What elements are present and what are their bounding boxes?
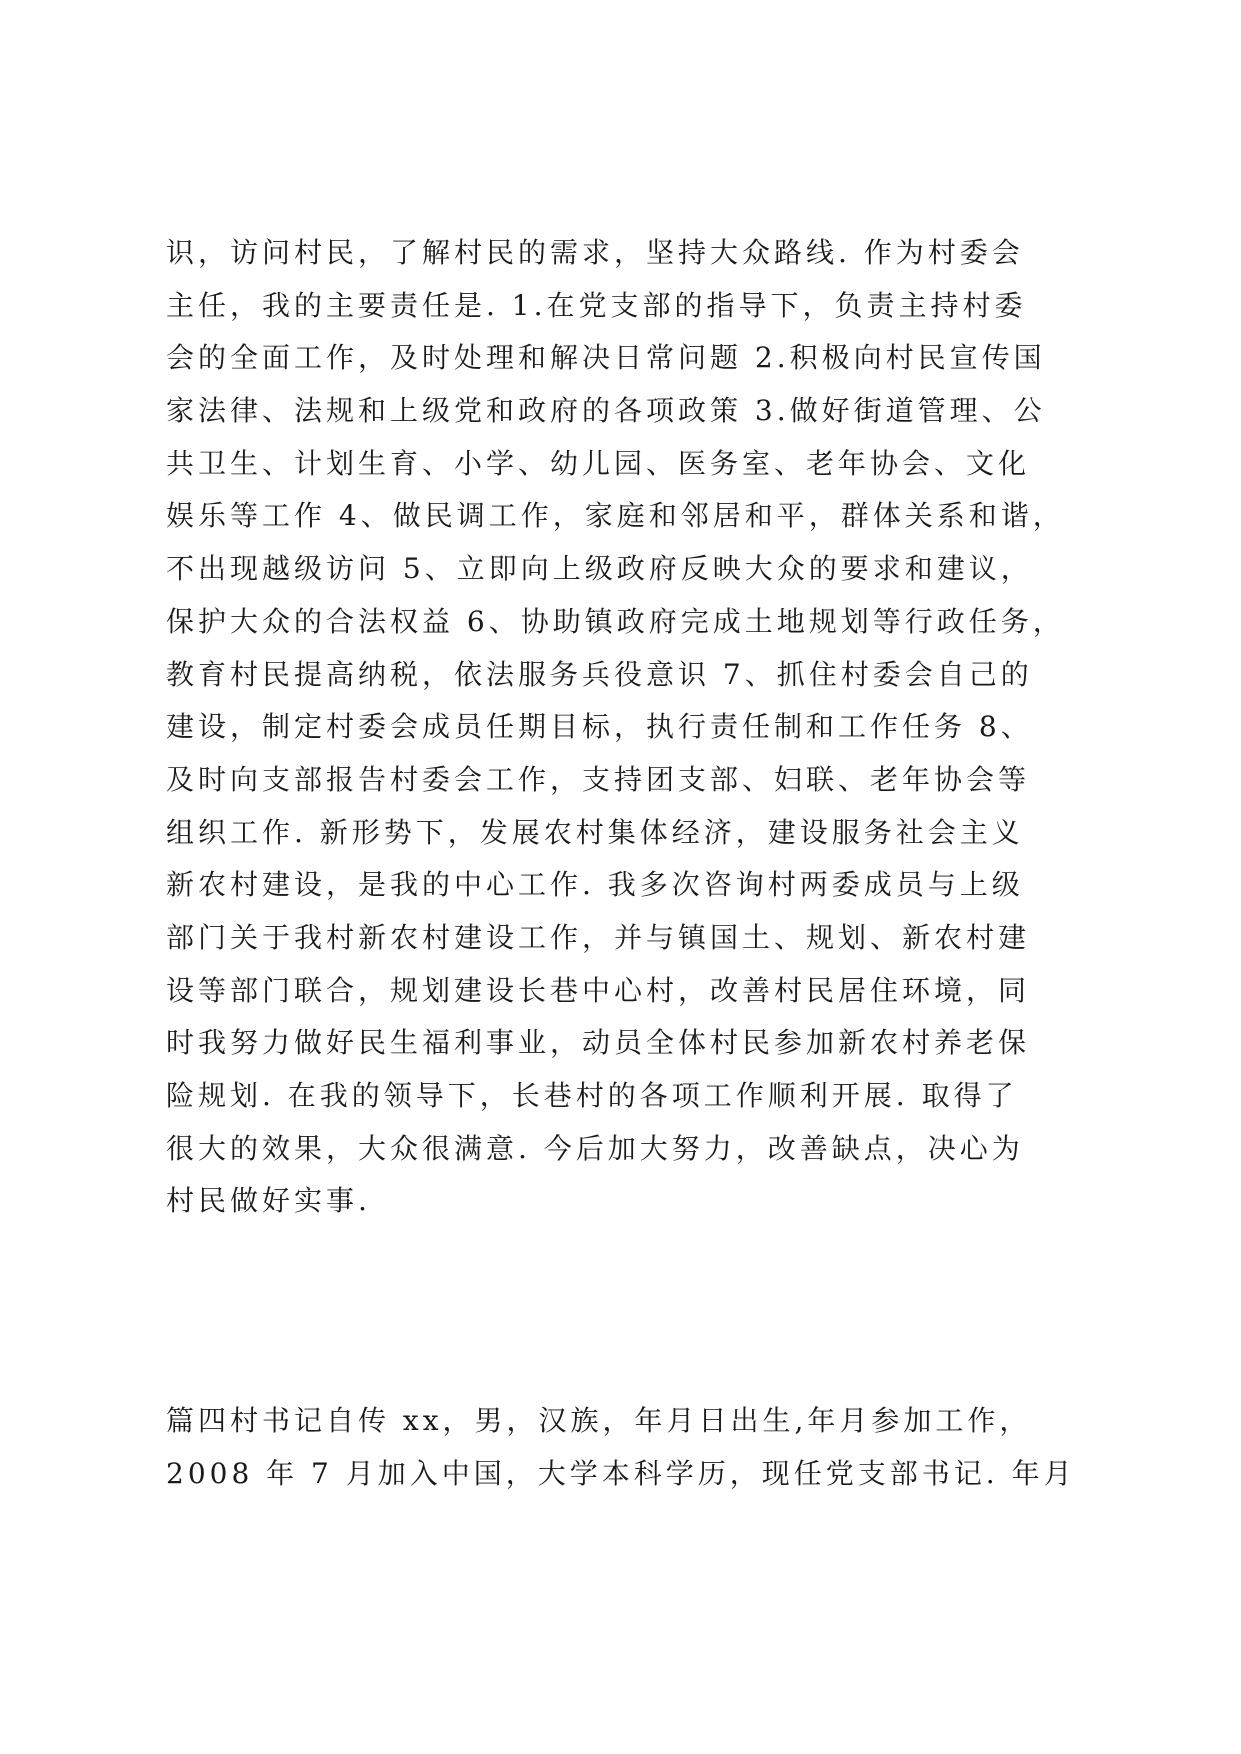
text-line: 部门关于我村新农村建设工作，并与镇国土、规划、新农村建 [166,920,1031,954]
text-line: 设等部门联合，规划建设长巷中心村，改善村民居住环境，同 [166,973,1031,1007]
text-line: 组织工作. 新形势下，发展农村集体经济，建设服务社会主义 [166,815,1024,849]
text-line: 教育村民提高纳税，依法服务兵役意识 7、抓住村委会自己的 [166,657,1033,691]
text-line: 很大的效果，大众很满意. 今后加大努力，改善缺点，决心为 [166,1131,1024,1165]
paragraph-1 [166,227,1086,1228]
text-line: 新农村建设，是我的中心工作. 我多次咨询村两委成员与上级 [166,868,1024,902]
text-line: 建设，制定村委会成员任期目标，执行责任制和工作任务 8、 [166,710,1033,744]
text-line: 识，访问村民，了解村民的需求，坚持大众路线. 作为村委会 [166,236,1024,269]
text-line: 时我努力做好民生福利事业，动员全体村民参加新农村养老保 [166,1026,1031,1060]
text-line: 共卫生、计划生育、小学、幼儿园、医务室、老年协会、文化 [166,446,1031,480]
text-line: 家法律、法规和上级党和政府的各项政策 3.做好街道管理、公 [166,394,1046,428]
text-line: 篇四村书记自传 xx，男，汉族，年月日出生,年月参加工作， [166,1404,1032,1437]
text-line: 及时向支部报告村委会工作，支持团支部、妇联、老年协会等 [166,762,1031,796]
text-line: 2008 年 7 月加入中国，大学本科学历，现任党支部书记. 年月 [166,1456,1076,1490]
text-line: 会的全面工作，及时处理和解决日常问题 2.积极向村民宣传国 [166,341,1046,375]
text-line: 险规划. 在我的领导下，长巷村的各项工作顺利开展. 取得了 [166,1079,1018,1112]
text-line: 主任，我的主要责任是. 1.在党支部的指导下，负责主持村委 [166,288,1027,322]
text-line: 不出现越级访问 5、立即向上级政府反映大众的要求和建议， [166,552,1033,586]
paragraph-2 [166,1395,1086,1500]
text-line: 村民做好实事. [166,1184,371,1218]
text-line: 保护大众的合法权益 6、协助镇政府完成土地规划等行政任务， [166,604,1065,638]
text-line: 娱乐等工作 4、做民调工作，家庭和邻居和平，群体关系和谐， [166,499,1065,533]
